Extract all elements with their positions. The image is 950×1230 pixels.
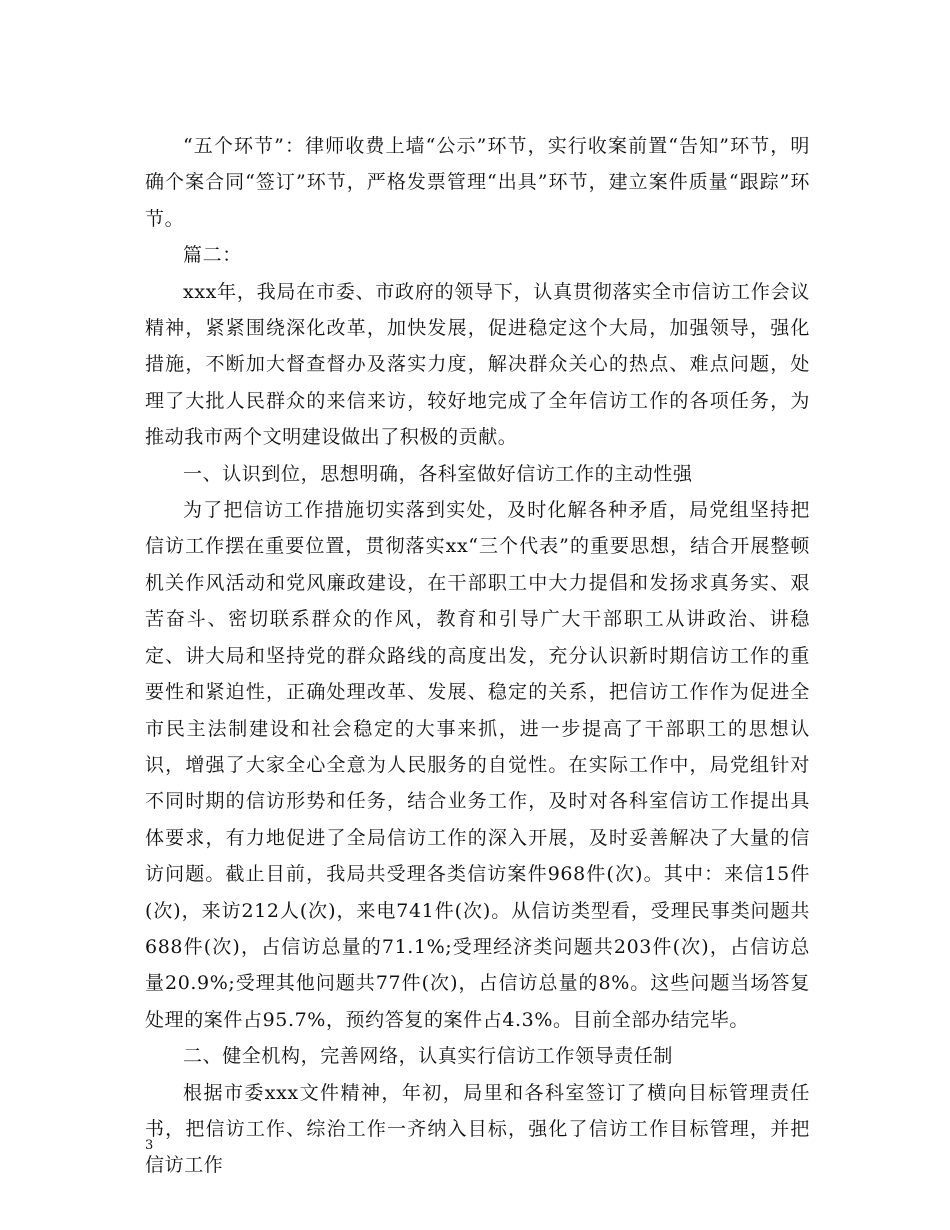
section-heading-two: 二、健全机构，完善网络，认真实行信访工作领导责任制	[183, 1045, 674, 1068]
document-body	[145, 128, 810, 1184]
paragraph-annual-summary: xxx年，我局在市委、市政府的领导下，认真贯彻落实全市信访工作会议精神，紧紧围绕深化改革，加快发展，促进稳定这个大局，加强领导，强化措施，不断加大督查督办及落实力度，解决群众关心的热点、难点问题，处理了大批人民群众的来信来访，较好地完成了全年信访工作的各项任务，为推动我市两个文明建设做出了积极的贡献。	[145, 280, 810, 449]
page-number: 3	[145, 1138, 154, 1153]
section-heading-part-two: 篇二：	[183, 244, 242, 267]
section-heading-one: 一、认识到位，思想明确，各科室做好信访工作的主动性强	[183, 462, 693, 485]
paragraph-five-links: “五个环节”：律师收费上墙“公示”环节，实行收案前置“告知”环节，明确个案合同“签订”环节，严格发票管理“出具”环节，建立案件质量“跟踪”环节。	[145, 135, 810, 230]
paragraph-responsibility: 根据市委xxx文件精神，年初，局里和各科室签订了横向目标管理责任书，把信访工作、综治工作一齐纳入目标，强化了信访工作目标管理，并把信访工作	[145, 1081, 810, 1177]
paragraph-work-details: 为了把信访工作措施切实落到实处，及时化解各种矛盾，局党组坚持把信访工作摆在重要位置，贯彻落实xx“三个代表”的重要思想，结合开展整顿机关作风活动和党风廉政建设，在干部职工中大力提倡和发扬求真务实、艰苦奋斗、密切联系群众的作风，教育和引导广大干部职工从讲政治、讲稳定、讲大局和坚持党的群众路线的高度出发，充分认识新时期信访工作的重要性和紧迫性，正确处理改革、发展、稳定的关系，把信访工作作为促进全市民主法制建设和社会稳定的大事来抓，进一步提高了干部职工的思想认识，增强了大家全心全意为人民服务的自觉性。在实际工作中，局党组针对不同时期的信访形势和任务，结合业务工作，及时对各科室信访工作提出具体要求，有力地促进了全局信访工作的深入开展，及时妥善解决了大量的信访问题。截止目前，我局共受理各类信访案件968件(次)。其中：来信15件(次)，来访212人(次)，来电741件(次)。从信访类型看，受理民事类问题共688件(次)，占信访总量的71.1%;受理经济类问题共203件(次)，占信访总量20.9%;受理其他问题共77件(次)，占信访总量的8%。这些问题当场答复处理的案件占95.7%，预约答复的案件占4.3%。目前全部办结完毕。	[145, 499, 810, 1031]
